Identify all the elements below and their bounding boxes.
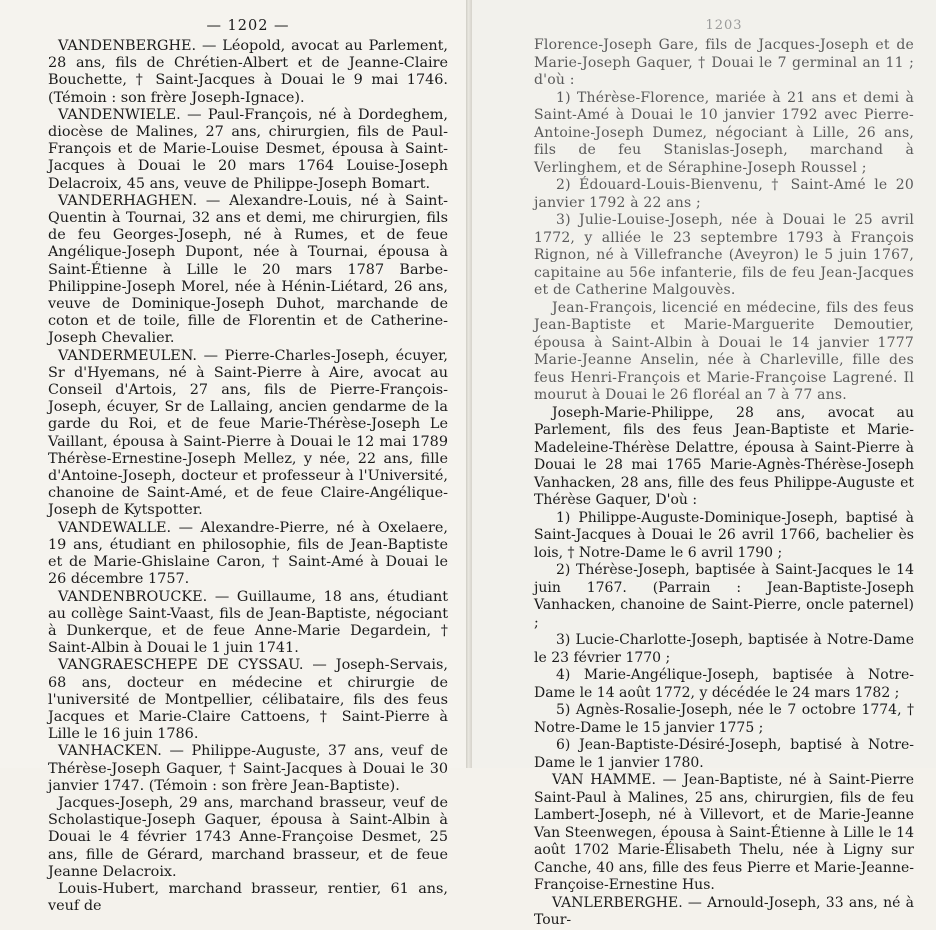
child-entry-2: 2) Édouard-Louis-Bienvenu, † Saint-Amé le 20 janvier 1792 à 22 ans ; xyxy=(534,177,914,211)
entry-jacques-joseph: Jacques-Joseph, 29 ans, marchand brasseur, veuf de Scholastique-Joseph Gaquer, épousa à Saint-Albin à Douai le 4 février 1743 Anne-Françoise Desmet, 25 ans, fille de Gérard, marchand brasseur, et de feue Jeanne Delacroix. xyxy=(48,794,448,880)
child-entry-3: 3) Julie-Louise-Joseph, née à Douai le 25 avril 1772, y alliée le 23 septembre 1793 à François Rignon, né à Villefranche (Aveyron) le 5 juin 1767, capitaine au 56e infanterie, fils de feu Jean-Jacques et de Catherine Malgouvès. xyxy=(534,212,914,298)
entry-vangraeschepe: VANGRAESCHEPE DE CYSSAU. — Joseph-Servais, 68 ans, docteur en médecine et chirurgie de l'université de Montpellier, célibataire, fils des feus Jacques et Marie-Claire Cattoens, † Saint-Pierre à Lille le 16 juin 1786. xyxy=(48,657,448,743)
page-number-left: — 1202 — xyxy=(206,18,290,34)
entry-vandermeulen: VANDERMEULEN. — Pierre-Charles-Joseph, écuyer, Sr d'Hyemans, né à Saint-Pierre à Aire, avocat au Conseil d'Artois, 27 ans, fils de Pierre-François-Joseph, écuyer, Sr de Lallaing, ancien gendarme de la garde du Roi, et de feue Marie-Thérèse-Joseph Le Vaillant, épousa à Saint-Pierre à Douai le 12 mai 1789 Thérèse-Ernestine-Joseph Mellez, y née, 22 ans, fille d'Antoine-Joseph, docteur et professeur à l'Université, chanoine de Saint-Amé, et de feue Claire-Angélique-Joseph de Kytspotter. xyxy=(48,347,448,519)
entry-vanderhaghen: VANDERHAGHEN. — Alexandre-Louis, né à Saint-Quentin à Tournai, 32 ans et demi, me chirurgien, fils de feu Georges-Joseph, né à Rumes, et de feue Angélique-Joseph Dupont, née à Tournai, épousa à Saint-Étienne à Lille le 20 mars 1787 Barbe-Philippine-Joseph Morel, née à Hénin-Liétard, 26 ans, veuve de Dominique-Joseph Duhot, marchande de coton et de toile, fille de Florentin et de Catherine-Joseph Chevalier. xyxy=(48,192,448,347)
left-page xyxy=(0,0,466,915)
entry-vandewalle: VANDEWALLE. — Alexandre-Pierre, né à Oxelaere, 19 ans, étudiant en philosophie, fils de Jean-Baptiste et de Marie-Ghislaine Caron, † Saint-Amé à Douai le 26 décembre 1757. xyxy=(48,519,448,588)
child-entry-1: 1) Thérèse-Florence, mariée à 21 ans et demi à Saint-Amé à Douai le 10 janvier 1792 avec Pierre-Antoine-Joseph Dumez, négociant à Lille, 26 ans, fils de feu Stanislas-Joseph, marchand à Verlinghem, et de Séraphine-Joseph Roussel ; xyxy=(534,89,914,176)
entry-joseph-marie-philippe: Joseph-Marie-Philippe, 28 ans, avocat au Parlement, fils des feus Jean-Baptiste et Marie-Madeleine-Thérèse Delattre, épousa à Saint-Pierre à Douai le 28 mai 1765 Marie-Agnès-Thérèse-Joseph Vanhacken, 28 ans, fille des feus Philippe-Auguste et Thérèse Gaquer, D'où : xyxy=(534,404,914,508)
entry-louis-hubert: Louis-Hubert, marchand brasseur, rentier, 61 ans, veuf de xyxy=(48,880,448,915)
child-entry-1b: 1) Philippe-Auguste-Dominique-Joseph, baptisé à Saint-Jacques à Douai le 26 avril 1766, bachelier ès lois, † Notre-Dame le 6 avril 1790 ; xyxy=(534,509,914,561)
entry-jean-francois: Jean-François, licencié en médecine, fils des feus Jean-Baptiste et Marie-Marguerite Demoutier, épousa à Saint-Albin à Douai le 14 janvier 1777 Marie-Jeanne Anselin, née à Charleville, fille des feus Henri-François et Marie-Françoise Lagrené. Il mourut à Douai le 26 floréal an 7 à 77 ans. xyxy=(534,299,914,403)
child-entry-4b: 4) Marie-Angélique-Joseph, baptisée à Notre-Dame le 14 août 1772, y décédée le 24 mars 1782 ; xyxy=(534,667,914,701)
page-number-right: 1203 xyxy=(705,18,743,33)
child-entry-2b: 2) Thérèse-Joseph, baptisée à Saint-Jacques le 14 juin 1767. (Parrain : Jean-Baptiste-Joseph Vanhacken, chanoine de Saint-Pierre, oncle paternel) ; xyxy=(534,562,914,631)
entry-continuation: Florence-Joseph Gare, fils de Jacques-Joseph et de Marie-Joseph Gaquer, † Douai le 7 germinal an 11 ; d'où : xyxy=(534,37,914,88)
child-entry-3b: 3) Lucie-Charlotte-Joseph, baptisée à Notre-Dame le 23 février 1770 ; xyxy=(534,632,914,666)
child-entry-6b: 6) Jean-Baptiste-Désiré-Joseph, baptisé à Notre-Dame le 1 janvier 1780. xyxy=(534,737,914,771)
entry-van-hamme: VAN HAMME. — Jean-Baptiste, né à Saint-Pierre Saint-Paul à Malines, 25 ans, chirurgien, fils de feu Lambert-Joseph, né à Villevort, et de Marie-Jeanne Van Steenwegen, épousa à Saint-Étienne à Lille le 14 août 1702 Marie-Élisabeth Thelu, née à Ligny sur Canche, 40 ans, fille des feus Pierre et Marie-Jeanne-Françoise-Ernestine Hus. xyxy=(534,772,914,893)
child-entry-5b: 5) Agnès-Rosalie-Joseph, née le 7 octobre 1774, † Notre-Dame le 15 janvier 1775 ; xyxy=(534,702,914,736)
entry-vandenbroucke: VANDENBROUCKE. — Guillaume, 18 ans, étudiant au collège Saint-Vaast, fils de Jean-Baptiste, négociant à Dunkerque, et de feue Anne-Marie Degardein, † Saint-Albin à Douai le 1 juin 1741. xyxy=(48,588,448,657)
entry-vanhacken: VANHACKEN. — Philippe-Auguste, 37 ans, veuf de Thérèse-Joseph Gaquer, † Saint-Jacques à Douai le 30 janvier 1747. (Témoin : son frère Jean-Baptiste). xyxy=(48,743,448,794)
entry-vanlerberghe: VANLERBERGHE. — Arnould-Joseph, 33 ans, né à Tour- xyxy=(534,894,914,928)
right-page xyxy=(472,0,936,928)
entry-vandenwiele: VANDENWIELE. — Paul-François, né à Dordeghem, diocèse de Malines, 27 ans, chirurgien, fils de Paul-François et de Marie-Louise Desmet, épousa à Saint-Jacques à Douai le 20 mars 1764 Louise-Joseph Delacroix, 45 ans, veuve de Philippe-Joseph Bomart. xyxy=(48,106,448,192)
entry-vandenberghe: VANDENBERGHE. — Léopold, avocat au Parlement, 28 ans, fils de Chrétien-Albert et de Jeanne-Claire Bouchette, † Saint-Jacques à Douai le 9 mai 1746. (Témoin : son frère Joseph-Ignace). xyxy=(48,38,448,106)
